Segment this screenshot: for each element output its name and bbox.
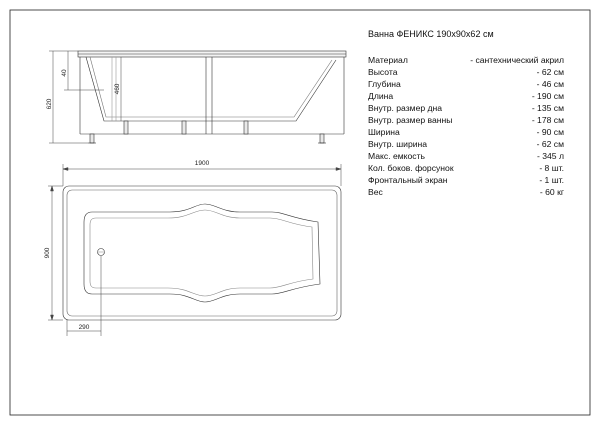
spec-row-inner-width (368, 138, 564, 150)
spec-value: - 190 см (531, 91, 564, 101)
spec-row-front-panel (368, 174, 564, 186)
spec-label: Материал (368, 55, 408, 65)
spec-label: Кол. боков. форсунок (368, 163, 454, 173)
spec-label: Вес (368, 187, 383, 197)
dim-width: 900 (44, 247, 51, 259)
spec-label: Внутр. размер ванны (368, 115, 453, 125)
side-view-dimensions (49, 51, 121, 143)
spec-label: Внутр. ширина (368, 139, 428, 149)
spec-label: Внутр. размер дна (368, 103, 443, 113)
spec-row-side-jets (368, 162, 564, 174)
spec-value: - 8 шт. (539, 163, 564, 173)
spec-row-height (368, 66, 564, 78)
side-view (78, 51, 346, 143)
spec-row-bottom-size (368, 102, 564, 114)
spec-row-length (368, 90, 564, 102)
spec-label: Ширина (368, 127, 400, 137)
top-view (63, 186, 341, 320)
spec-value: - 178 см (531, 115, 564, 125)
spec-row-width (368, 126, 564, 138)
spec-row-depth (368, 78, 564, 90)
spec-label: Длина (368, 91, 394, 101)
spec-value: - 135 см (531, 103, 564, 113)
spec-value: - 46 см (536, 79, 564, 89)
spec-row-inner-length (368, 114, 564, 126)
spec-label: Глубина (368, 79, 401, 89)
dim-drain-offset: 290 (78, 324, 90, 331)
spec-value: - 62 см (536, 67, 564, 77)
product-title: Ванна ФЕНИКС 190x90x62 см (368, 29, 494, 39)
spec-value: - 345 л (537, 151, 564, 161)
spec-label: Фронтальный экран (368, 175, 448, 185)
spec-label: Макс. емкость (368, 151, 425, 161)
spec-value: - 62 см (536, 139, 564, 149)
dim-length: 1900 (194, 160, 210, 167)
spec-row-weight (368, 186, 564, 198)
spec-row-capacity (368, 150, 564, 162)
spec-row-material (368, 54, 564, 66)
spec-label: Высота (368, 67, 398, 77)
spec-value: - 60 кг (539, 187, 564, 197)
spec-value: - сантехнический акрил (470, 55, 564, 65)
spec-value: - 90 см (536, 127, 564, 137)
spec-table (368, 54, 564, 198)
spec-value: - 1 шт. (539, 175, 564, 185)
dim-front-height: 620 (46, 98, 53, 110)
dim-inner-depth: 460 (114, 83, 121, 95)
dim-rim-height: 40 (61, 69, 68, 77)
